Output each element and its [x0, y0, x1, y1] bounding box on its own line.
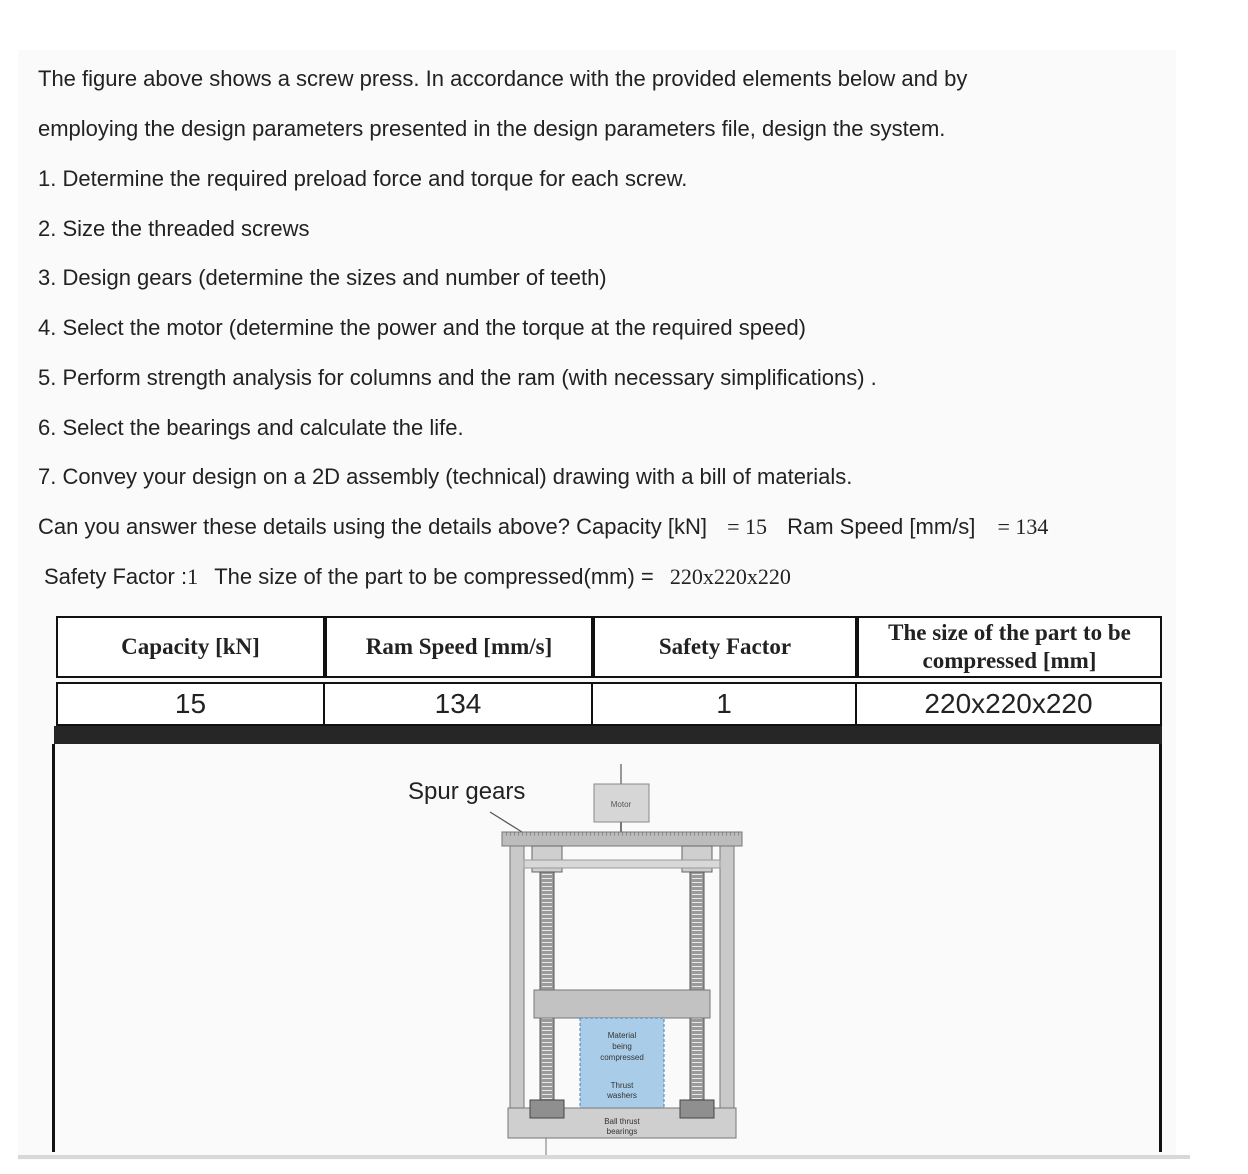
part-inline-value: 220x220x220	[669, 564, 791, 589]
thrust-label-1: Thrust	[610, 1081, 634, 1090]
safety-inline-label: Safety Factor :	[44, 564, 188, 589]
step-7: 7. Convey your design on a 2D assembly (technical) drawing with a bill of materials.	[38, 464, 853, 489]
figure-border-left	[52, 744, 55, 1152]
figure-border-right	[1159, 744, 1162, 1152]
header-safety-factor: Safety Factor	[593, 616, 857, 678]
step-6: 6. Select the bearings and calculate the life.	[38, 415, 464, 440]
value-capacity: 15	[56, 682, 325, 726]
question-line	[38, 512, 1048, 542]
screw-press-diagram	[480, 760, 770, 1160]
step-5: 5. Perform strength analysis for columns and the ram (with necessary simplifications) .	[38, 365, 877, 390]
intro-line-1: The figure above shows a screw press. In accordance with the provided elements below and by	[38, 66, 968, 91]
material-label-2: being	[612, 1042, 632, 1051]
left-column	[510, 846, 524, 1138]
spur-gears-label: Spur gears	[408, 778, 526, 805]
step-4: 4. Select the motor (determine the power and the torque at the required speed)	[38, 315, 807, 340]
step-3: 3. Design gears (determine the sizes and number of teeth)	[38, 265, 607, 290]
value-safety-factor: 1	[591, 682, 857, 726]
speed-inline-value: = 134	[997, 514, 1049, 539]
header-part-size: The size of the part to be compressed [mm]	[857, 616, 1162, 678]
step-1: 1. Determine the required preload force and torque for each screw.	[38, 166, 688, 191]
left-thrust-bearing	[530, 1100, 564, 1118]
ram-plate	[534, 990, 710, 1018]
table-divider-bar	[54, 726, 1162, 744]
speed-inline-label: Ram Speed [mm/s]	[787, 514, 976, 539]
ball-label-1: Ball thrust	[604, 1117, 640, 1126]
spur-gears-pointer	[490, 812, 522, 832]
question-text: Can you answer these details using the details above? Capacity [kN]	[38, 514, 707, 539]
step-2: 2. Size the threaded screws	[38, 216, 310, 241]
thrust-label-2: washers	[607, 1091, 637, 1100]
top-plate	[524, 860, 720, 868]
material-label-3: compressed	[600, 1053, 644, 1062]
material-label-1: Material	[607, 1031, 637, 1040]
intro-line-2: employing the design parameters presented in the design parameters file, design the system.	[38, 116, 946, 141]
value-ram-speed: 134	[323, 682, 593, 726]
part-inline-label: The size of the part to be compressed(mm) =	[214, 564, 654, 589]
capacity-inline-value: = 15	[727, 514, 767, 539]
header-ram-speed: Ram Speed [mm/s]	[325, 616, 593, 678]
bottom-divider	[18, 1155, 1190, 1159]
params-line	[44, 562, 791, 592]
value-part-size: 220x220x220	[855, 682, 1162, 726]
right-column	[720, 846, 734, 1138]
header-capacity: Capacity [kN]	[56, 616, 325, 678]
right-thrust-bearing	[680, 1100, 714, 1118]
ball-label-2: bearings	[606, 1127, 638, 1136]
safety-inline-value: 1	[187, 564, 199, 589]
motor-label: Motor	[610, 800, 632, 809]
